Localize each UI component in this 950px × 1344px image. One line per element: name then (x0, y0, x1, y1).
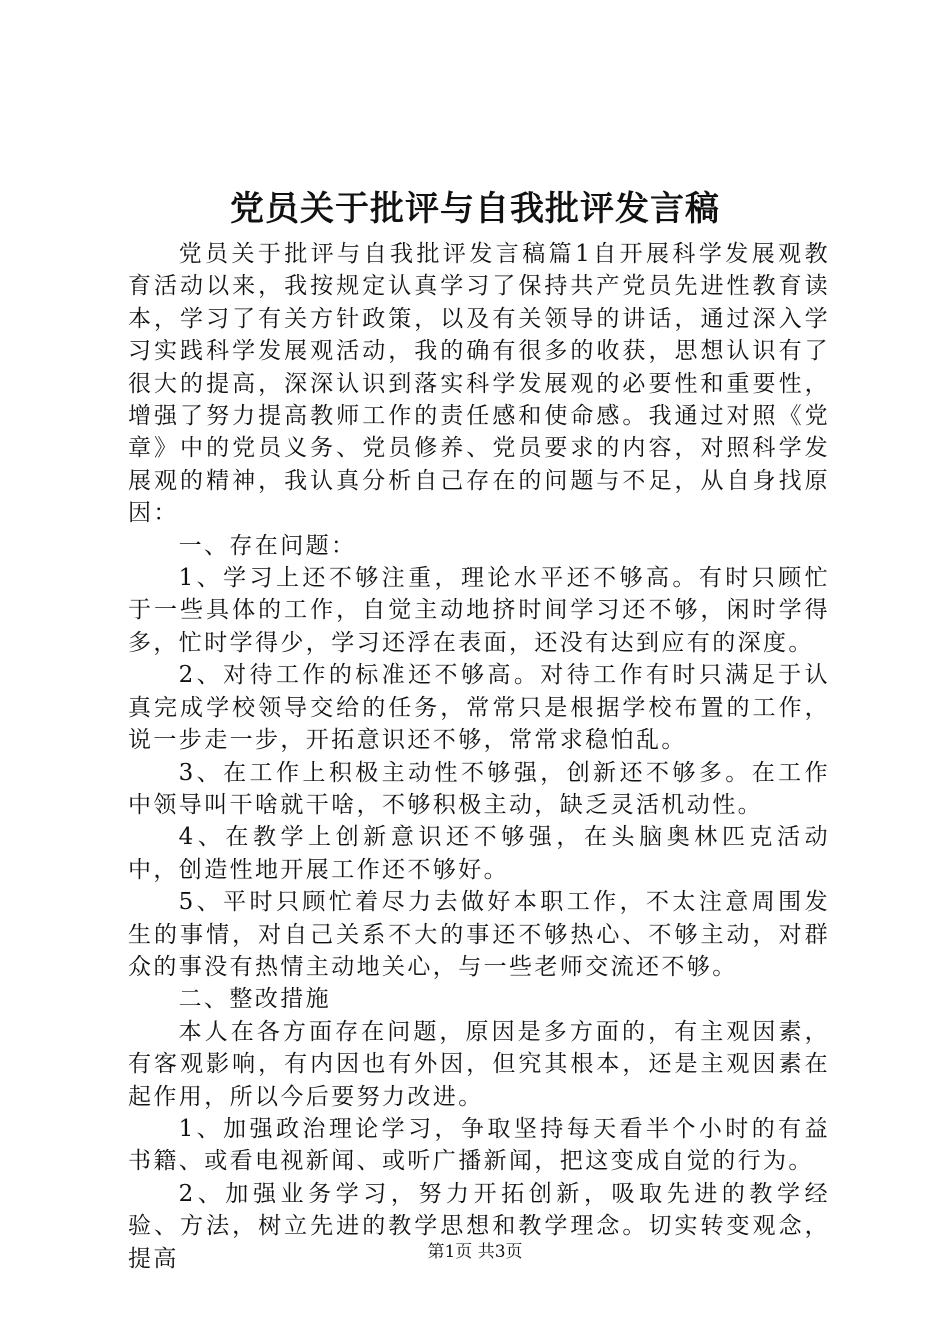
paragraph-measure-2: 2、加强业务学习，努力开拓创新，吸取先进的教学经验、方法，树立先进的教学思想和教学理念。切实转变观念，提高 (128, 1180, 830, 1272)
paragraph-problem-3: 3、在工作上积极主动性不够强，创新还不够多。在工作中领导叫干啥就干啥，不够积极主动，缺乏灵活机动性。 (128, 759, 830, 818)
paragraph-intro: 党员关于批评与自我批评发言稿篇1自开展科学发展观教育活动以来，我按规定认真学习了保持共产党员先进性教育读本，学习了有关方针政策，以及有关领导的讲话，通过深入学习实践科学发展观活动，我的确有很多的收获，思想认识有了很大的提高，深深认识到落实科学发展观的必要性和重要性，增强了努力提高教师工作的责任感和使命感。我通过对照《党章》中的党员义务、党员修养、党员要求的内容，对照科学发展观的精神，我认真分析自己存在的问题与不足，从自身找原因： (128, 241, 830, 527)
paragraph-problem-1: 1、学习上还不够注重，理论水平还不够高。有时只顾忙于一些具体的工作，自觉主动地挤时间学习还不够，闲时学得多，忙时学得少，学习还浮在表面，还没有达到应有的深度。 (128, 565, 830, 656)
paragraph-problem-4: 4、在教学上创新意识还不够强，在头脑奥林匹克活动中，创造性地开展工作还不够好。 (128, 824, 830, 883)
paragraph-problem-5: 5、平时只顾忙着尽力去做好本职工作，不太注意周围发生的事情，对自己关系不大的事还不够热心、不够主动，对群众的事没有热情主动地关心，与一些老师交流还不够。 (128, 889, 830, 980)
paragraph-measure-1: 1、加强政治理论学习，争取坚持每天看半个小时的有益书籍、或看电视新闻、或听广播新闻，把这变成自觉的行为。 (128, 1115, 830, 1175)
section-heading-problems: 一、存在问题： (178, 532, 357, 559)
document-title: 党员关于批评与自我批评发言稿 (230, 189, 720, 229)
page-footer: 第1页 共3页 (427, 1242, 523, 1262)
section-heading-measures: 二、整改措施 (178, 986, 331, 1013)
document-body (128, 238, 830, 1275)
paragraph-problem-2: 2、对待工作的标准还不够高。对待工作有时只满足于认真完成学校领导交给的任务，常常只是根据学校布置的工作，说一步走一步，开拓意识还不够，常常求稳怕乱。 (128, 662, 830, 754)
paragraph-measures-intro: 本人在各方面存在问题，原因是多方面的，有主观因素，有客观影响，有内因也有外因，但究其根本，还是主观因素在起作用，所以今后要努力改进。 (128, 1018, 830, 1110)
